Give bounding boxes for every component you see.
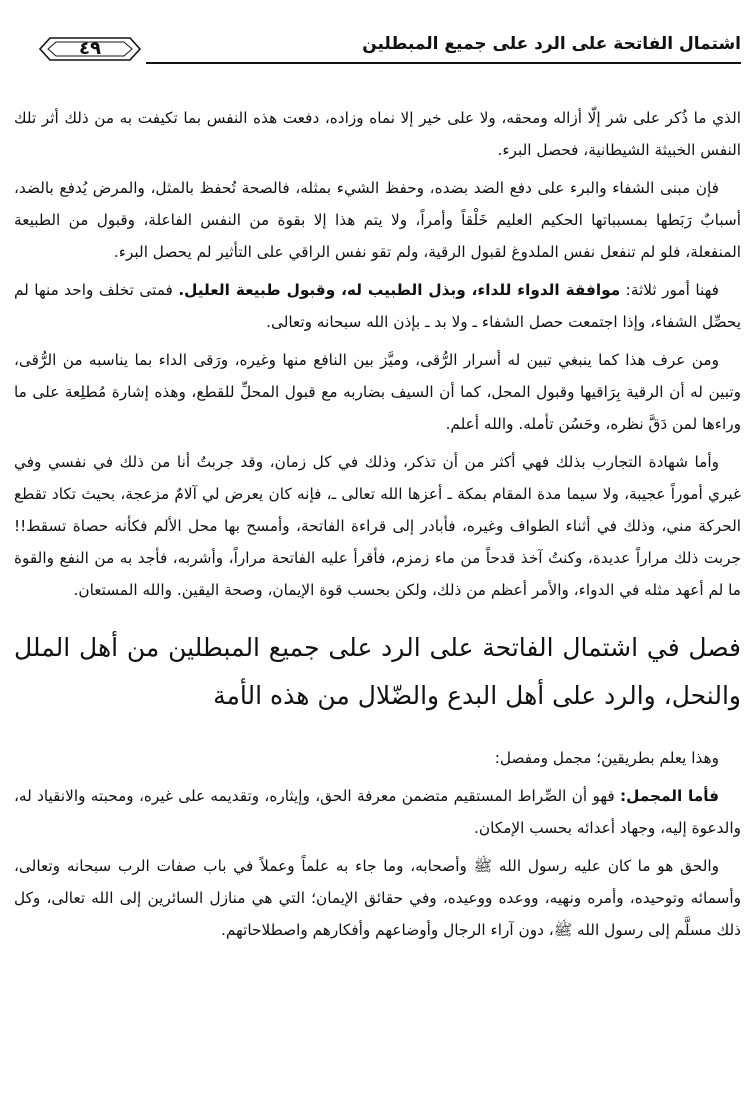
book-page xyxy=(14,10,741,1110)
header-divider xyxy=(146,62,741,64)
three-things-bold: موافقة الدواء للداء، وبذل الطبيب له، وقبول طبيعة العليل. xyxy=(178,281,621,299)
mujmal-text: فهو أن الصِّراط المستقيم متضمن معرفة الحق، وإيثاره، وتقديمه على غيره، ومحبته والانقياد له، والدعوة إليه، وجهاد أعدائه بحسب الإمكان. xyxy=(14,787,741,837)
paragraph: الذي ما ذُكر على شر إلّا أزاله ومحقه، ولا على خير إلا نماه وزاده، دفعت هذه النفس بما تكيفت به من ذلك أثر تلك النفس الخبيثة الشيطانية، فحصل البرء. xyxy=(14,109,741,159)
page-number: ٤٩ xyxy=(79,38,101,59)
page-header xyxy=(14,10,741,64)
page-body xyxy=(14,64,741,946)
paragraph: ومن عرف هذا كما ينبغي تبين له أسرار الرُّقى، وميَّز بين النافع منها وغيره، ورَقى الداء بما يناسبه من الرُّقى، وتبين له أن الرقية بِرَاقيها وقبول المحل، كما أن السيف بضاربه مع قبول المحلِّ للقطع، وهذه إشارة مُطلِعة على ما وراءها لمن دَقَّ نظره، وحَسُن تأمله. والله أعلم. xyxy=(14,351,741,433)
paragraph-mujmal xyxy=(14,780,741,844)
paragraph: وهذا يعلم بطريقين؛ مجمل ومفصل: xyxy=(494,749,719,767)
mujmal-label: فأما المجمل: xyxy=(620,787,720,805)
three-things-rest: فمتى تخلف واحد منها لم يحصِّل الشفاء، وإذا اجتمعت حصل الشفاء ـ ولا بد ـ بإذن الله سبحانه وتعالى. xyxy=(14,281,741,331)
paragraph: فإن مبنى الشفاء والبرء على دفع الضد بضده، وحفظ الشيء بمثله، فالصحة تُحفظ بالمثل، والمرض يُدفع بالضد، أسبابٌ رَبَطها بمسبباتها الحكيم العليم خَلْقاً وأمراً، ولا يتم هذا إلا بقوة من النفس الفاعلة، وقبول من الطبيعة المنفعلة، فلو لم تنفعل نفس الملدوغ لقبول الرقية، ولم تقو نفس الراقي على التأثير لم يحصل البرء. xyxy=(14,179,741,261)
running-title: اشتمال الفاتحة على الرد على جميع المبطلين xyxy=(362,34,741,54)
three-things-lead: فهنا أمور ثلاثة: xyxy=(625,281,719,299)
section-heading: فصل في اشتمال الفاتحة على الرد على جميع المبطلين من أهل الملل والنحل، والرد على أهل البدع والضّلال من هذه الأمة xyxy=(14,633,741,710)
paragraph-three-things xyxy=(14,274,741,338)
page-number-frame xyxy=(36,34,144,64)
paragraph: والحق هو ما كان عليه رسول الله ﷺ وأصحابه، وما جاء به علماً وعملاً في باب صفات الرب سبحانه وتعالى، وأسمائه وتوحيده، وأمره ونهيه، ووعده ووعيده، وفي حقائق الإيمان؛ التي هي منازل السائرين إلى الله تعالى، وكل ذلك مسلَّم إلى رسول الله ﷺ، دون آراء الرجال وأوضاعهم وأفكارهم واصطلاحاتهم. xyxy=(14,857,741,939)
paragraph: وأما شهادة التجارب بذلك فهي أكثر من أن تذكر، وذلك في كل زمان، وقد جربتُ أنا من ذلك في نفسي وفي غيري أموراً عجيبة، ولا سيما مدة المقام بمكة ـ أعزها الله تعالى ـ، فإنه كان يعرض لي آلامٌ مزعجة، بحيث تكاد تقطع الحركة مني، وذلك في أثناء الطواف وغيره، فأبادر إلى قراءة الفاتحة، وأمسح بها محل الألم فكأنه حصاة تسقط!! جربت ذلك مراراً عديدة، وكنتُ آخذ قدحاً من ماء زمزم، فأقرأ عليه الفاتحة مراراً، وأشربه، فأجد به من النفع والقوة ما لم أعهد مثله في الدواء، والأمر أعظم من ذلك، ولكن بحسب قوة الإيمان، وصحة اليقين. والله المستعان. xyxy=(14,453,741,599)
